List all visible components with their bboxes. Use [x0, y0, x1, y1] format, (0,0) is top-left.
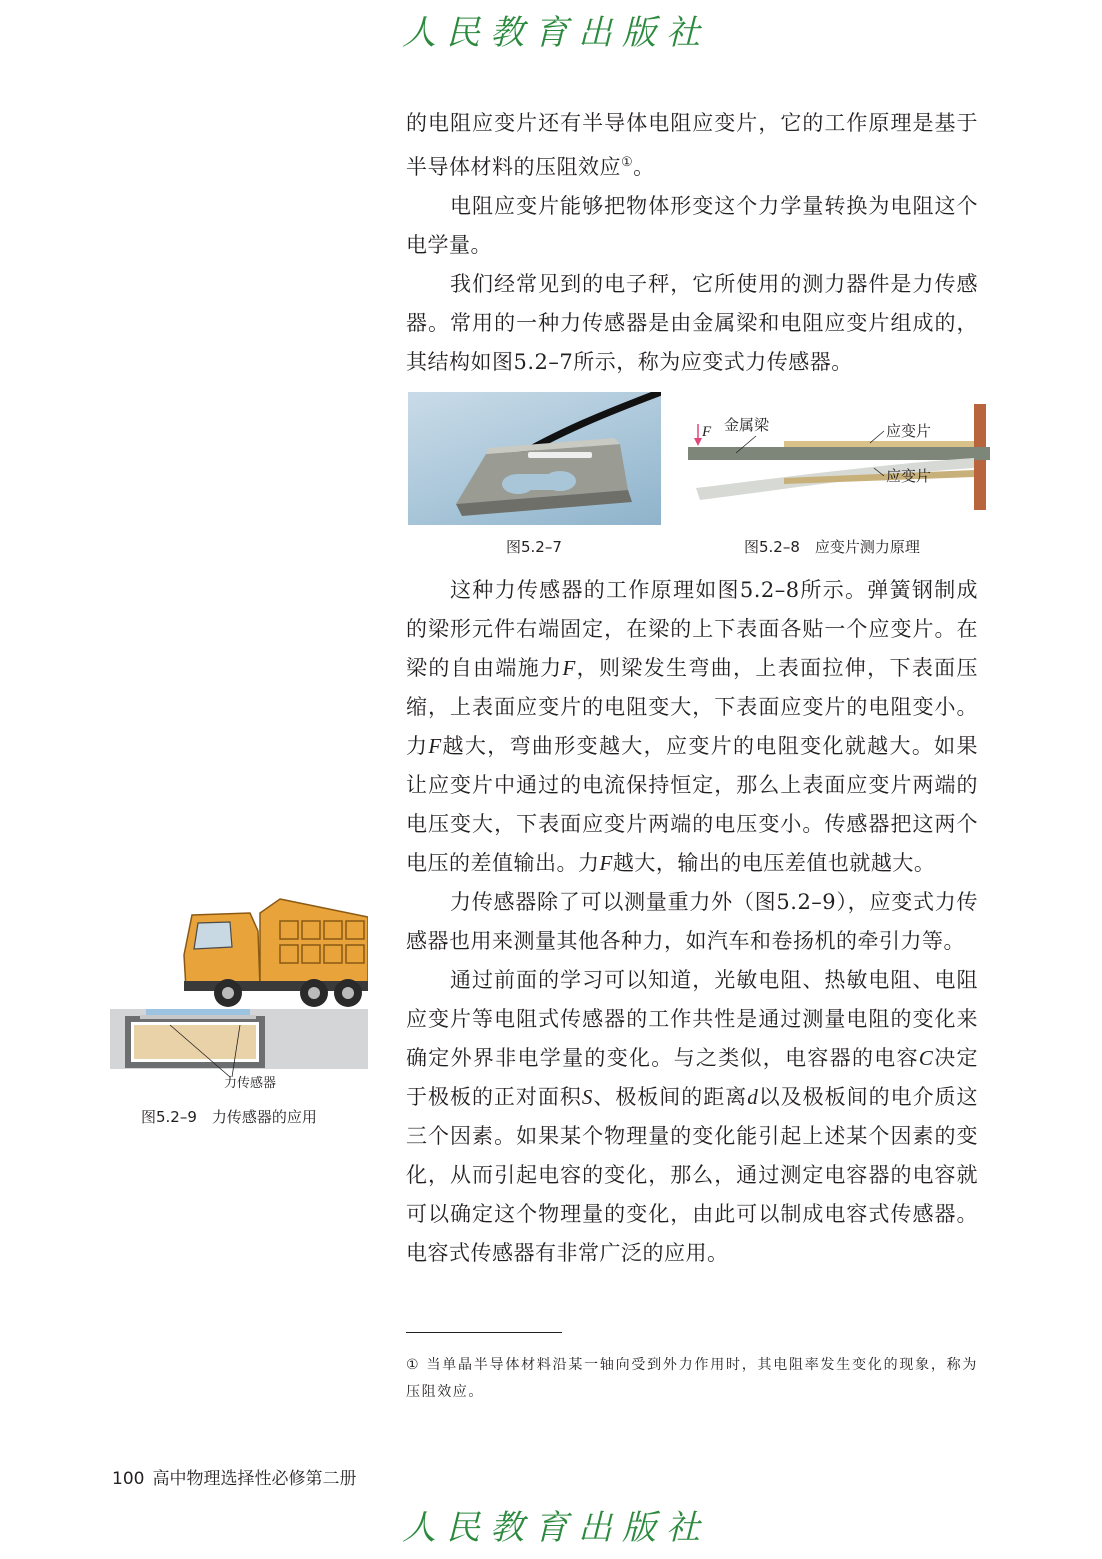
p4-part-d: 越大，输出的电压差值也就越大。: [612, 851, 936, 875]
publisher-logo-header: [402, 10, 712, 56]
truck-scale-illustration: [110, 895, 368, 1095]
paragraph-1-text: 的电阻应变片还有半导体电阻应变片，它的工作原理是基于半导体材料的压阻效应: [406, 111, 978, 179]
book-title: 高中物理选择性必修第二册: [152, 1469, 357, 1489]
text-block-top: [406, 104, 978, 382]
p4-part-c: 越大，弯曲形变越大，应变片的电阻变化就越大。如果让应变片中通过的电流保持恒定，那么上表面应变片两端的电压变大，下表面应变片两端的电压变小。传感器把这两个电压的差值输出。力: [406, 734, 979, 875]
page-footer: [112, 1464, 356, 1489]
strain-gauge-diagram: [684, 398, 994, 518]
metal-beam: [688, 447, 990, 460]
truck-dump-body: [260, 899, 368, 987]
strain-gauge-top: [784, 441, 974, 447]
p6-part-b: 决定于极板的正对面积: [406, 1046, 979, 1109]
paragraph-1: [406, 104, 978, 187]
var-s: S: [581, 1085, 593, 1109]
figure-5-2-7-caption: 图5.2–7: [506, 538, 562, 556]
p6-part-a: 通过前面的学习可以知道，光敏电阻、热敏电阻、电阻应变片等电阻式传感器的工作共性是通过测量电阻的变化来确定外界非电学量的变化。与之类似，电容器的电容: [406, 968, 978, 1070]
beam-label: 金属梁: [724, 416, 770, 434]
footnote-marker[interactable]: ①: [621, 155, 634, 170]
force-label: F: [702, 424, 712, 440]
p6-part-d: 以及极板间的电介质这三个因素。如果某个物理量的变化能引起上述某个因素的变化，从而引起电容的变化，那么，通过测定电容器的电容就可以确定这个物理量的变化，由此可以制成电容式传感器。电容式传感器有非常广泛的应用。: [406, 1085, 979, 1265]
p4-part-a: 这种力传感器的工作原理如图5.2–8所示。弹簧钢制成的梁形元件右端固定，在梁的上下表面各贴一个应变片。在梁的自由端施力: [406, 578, 978, 680]
truck-window: [194, 922, 232, 949]
footnote-divider: [406, 1332, 562, 1333]
var-f-2: F: [428, 734, 442, 758]
load-cell-illustration: [408, 392, 661, 525]
paragraph-3: 我们经常见到的电子秤，它所使用的测力器件是力传感器。常用的一种力传感器是由金属梁和电阻应变片组成的，其结构如图5.2–7所示，称为应变式力传感器。: [406, 272, 978, 374]
p4-part-b: ，则梁发生弯曲，上表面拉伸，下表面压缩，上表面应变片的电阻变大，下表面应变片的电阻变小。力: [406, 656, 979, 758]
text-block-bottom: [406, 571, 978, 1273]
paragraph-4: [406, 571, 978, 883]
figure-5-2-9-caption: 图5.2–9 力传感器的应用: [141, 1108, 317, 1126]
paragraph-2: 电阻应变片能够把物体形变这个力学量转换为电阻这个电学量。: [406, 194, 978, 257]
p6-part-c: 、极板间的距离: [592, 1085, 748, 1109]
var-f-1: F: [562, 656, 576, 680]
paragraph-1-end: 。: [633, 155, 655, 179]
var-f-3: F: [599, 851, 613, 875]
force-sensor-label: 力传感器: [224, 1076, 277, 1091]
figure-5-2-8-caption: 图5.2–8 应变片测力原理: [744, 538, 920, 556]
gauge-top-label: 应变片: [886, 422, 932, 440]
footnote-text: ① 当单晶半导体材料沿某一轴向受到外力作用时，其电阻率发生变化的现象，称为压阻效应。: [406, 1357, 978, 1400]
publisher-logo-text-footer: 人民教育出版社: [402, 1508, 710, 1548]
paragraph-6: [406, 961, 978, 1273]
var-c: C: [918, 1046, 934, 1070]
page-number: 100: [112, 1469, 145, 1489]
force-arrowhead: [694, 438, 702, 446]
paragraph-5: 力传感器除了可以测量重力外（图5.2–9），应变式力传感器也用来测量其他各种力，如汽车和卷扬机的牵引力等。: [406, 890, 978, 953]
publisher-logo-text: 人民教育出版社: [402, 13, 710, 53]
load-cell-photo: [408, 392, 661, 525]
publisher-logo-footer: [402, 1505, 712, 1551]
gauge-bottom-label: 应变片: [886, 467, 932, 485]
var-d: d: [747, 1085, 759, 1109]
